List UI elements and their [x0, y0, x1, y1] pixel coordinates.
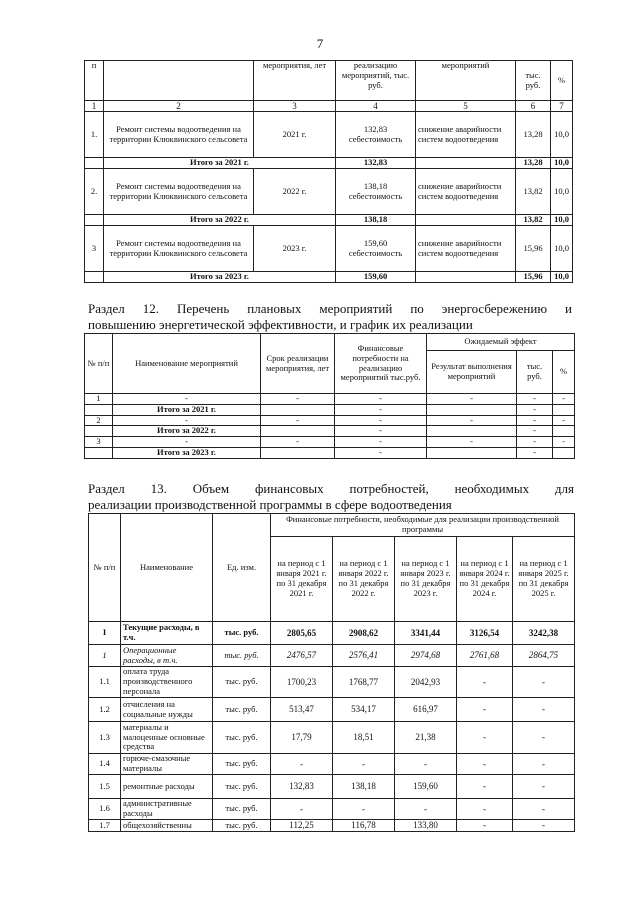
- total-row: Итого за 2022 г. - -: [85, 426, 575, 437]
- row-number: 2: [85, 415, 113, 426]
- header-cell: мероприятий: [416, 61, 516, 101]
- row-name: Операционные расходы, в т.ч.: [121, 645, 213, 667]
- row-value: 17,79: [271, 722, 333, 754]
- total-pct: 10,0: [551, 215, 573, 226]
- row-name: оплата труда производственного персонала: [121, 667, 213, 698]
- column-number: 4: [336, 101, 416, 112]
- row-effect: снижение аварийности систем водоотведения: [416, 226, 516, 272]
- total-sum: 13,28: [516, 158, 551, 169]
- table-energy-saving: [84, 333, 575, 459]
- row-value: 138,18: [333, 775, 395, 799]
- table-row: [85, 112, 573, 158]
- row-value: 616,97: [395, 698, 457, 722]
- period-header: на период с 1 января 2023 г. по 31 декабря 2023 г.: [395, 537, 457, 622]
- row-value: 3341,44: [395, 622, 457, 645]
- row-value: -: [513, 820, 575, 832]
- row-number: 1.2: [89, 698, 121, 722]
- row-number: 1.6: [89, 799, 121, 820]
- row-value: -: [271, 799, 333, 820]
- row-value: -: [333, 754, 395, 775]
- row-sum: 13,82: [516, 169, 551, 215]
- row-value: -: [457, 820, 513, 832]
- header-cell: № п/п: [89, 514, 121, 622]
- total-label: Итого за 2021 г.: [113, 404, 261, 415]
- row-value: -: [271, 754, 333, 775]
- row-value: -: [457, 667, 513, 698]
- header-cell: Результат выполнения мероприятий: [427, 351, 517, 394]
- row-name: общехозяйственны: [121, 820, 213, 832]
- row-value: -: [457, 698, 513, 722]
- row-unit: тыс. руб.: [213, 754, 271, 775]
- table-row: [89, 775, 575, 799]
- row-value: 1700,23: [271, 667, 333, 698]
- section-12-line-1: Раздел 12. Перечень плановых мероприятий по энергосбережению и: [88, 301, 572, 316]
- row-pct: 10,0: [551, 226, 573, 272]
- total-sum: 15,96: [516, 272, 551, 283]
- row-value: 2761,68: [457, 645, 513, 667]
- row-name: отчисления на социальные нужды: [121, 698, 213, 722]
- total-row: [85, 272, 573, 283]
- row-name: административные расходы: [121, 799, 213, 820]
- table-header-row: [85, 61, 573, 101]
- period-header: на период с 1 января 2021 г. по 31 декабря 2021 г.: [271, 537, 333, 622]
- row-unit: тыс. руб.: [213, 820, 271, 832]
- total-label: Итого за 2023 г.: [113, 447, 261, 458]
- header-cell: тыс. руб.: [517, 351, 553, 394]
- row-number: 3: [85, 437, 113, 448]
- row-value: 2908,62: [333, 622, 395, 645]
- row-name: ремонтные расходы: [121, 775, 213, 799]
- header-cell: Наименование: [121, 514, 213, 622]
- header-cell: п: [85, 61, 104, 101]
- row-name: Ремонт системы водоотведения на территории Клюквинского сельсовета: [104, 169, 254, 215]
- table-row: [85, 226, 573, 272]
- column-number: 2: [104, 101, 254, 112]
- row-value: 1768,77: [333, 667, 395, 698]
- table-row: [89, 622, 575, 645]
- row-number: 1: [89, 645, 121, 667]
- row-name: горюче-смазочные материалы: [121, 754, 213, 775]
- page-number: 7: [316, 36, 324, 51]
- row-value: -: [513, 799, 575, 820]
- row-unit: тыс. руб.: [213, 645, 271, 667]
- header-cell: Финансовые потребности на реализацию мероприятий тыс.руб.: [335, 334, 427, 394]
- row-name: Текущие расходы, в т.ч.: [121, 622, 213, 645]
- table-financial-needs: [88, 513, 575, 832]
- header-cell: Срок реализации мероприятия, лет: [261, 334, 335, 394]
- row-unit: тыс. руб.: [213, 622, 271, 645]
- row-value: 2974,68: [395, 645, 457, 667]
- row-year: 2022 г.: [254, 169, 336, 215]
- row-value: 513,47: [271, 698, 333, 722]
- header-cell: Ед. изм.: [213, 514, 271, 622]
- row-value: 534,17: [333, 698, 395, 722]
- row-cost: 138,18 себестоимость: [336, 169, 416, 215]
- header-cell: %: [553, 351, 575, 394]
- row-value: 2805,65: [271, 622, 333, 645]
- row-value: -: [513, 754, 575, 775]
- section-12-heading: [88, 301, 572, 334]
- row-value: -: [513, 698, 575, 722]
- header-cell: № п/п: [85, 334, 113, 394]
- column-number: 3: [254, 101, 336, 112]
- row-number: 1.3: [89, 722, 121, 754]
- row-value: -: [457, 775, 513, 799]
- table-row: [89, 667, 575, 698]
- row-value: 159,60: [395, 775, 457, 799]
- total-label: Итого за 2023 г.: [104, 272, 336, 283]
- row-value: -: [513, 722, 575, 754]
- total-cost: 159,60: [336, 272, 416, 283]
- total-pct: 10,0: [551, 272, 573, 283]
- table-row: [89, 754, 575, 775]
- header-cell: Наименование мероприятий: [113, 334, 261, 394]
- row-effect: снижение аварийности систем водоотведения: [416, 112, 516, 158]
- row-number: 1.: [85, 112, 104, 158]
- row-year: 2023 г.: [254, 226, 336, 272]
- row-pct: 10,0: [551, 112, 573, 158]
- table-row: [89, 698, 575, 722]
- section-13-line-1: Раздел 13. Объем финансовых потребностей, необходимых для: [88, 481, 574, 496]
- column-number: 5: [416, 101, 516, 112]
- row-value: -: [457, 722, 513, 754]
- header-cell: [104, 61, 254, 101]
- row-sum: 15,96: [516, 226, 551, 272]
- row-value: 116,78: [333, 820, 395, 832]
- row-name: Ремонт системы водоотведения на территории Клюквинского сельсовета: [104, 112, 254, 158]
- financial-rows: [89, 622, 575, 832]
- row-unit: тыс. руб.: [213, 799, 271, 820]
- row-unit: тыс. руб.: [213, 698, 271, 722]
- row-number: 3: [85, 226, 104, 272]
- period-header: на период с 1 января 2022 г. по 31 декабря 2022 г.: [333, 537, 395, 622]
- row-value: -: [395, 799, 457, 820]
- row-cost: 132,83 себестоимость: [336, 112, 416, 158]
- row-number: 1: [85, 394, 113, 405]
- total-sum: 13,82: [516, 215, 551, 226]
- total-label: Итого за 2021 г.: [104, 158, 336, 169]
- row-number: I: [89, 622, 121, 645]
- header-cell: Финансовые потребности, необходимые для реализации производственной программы: [271, 514, 575, 537]
- row-number: 1.1: [89, 667, 121, 698]
- table-row: [89, 820, 575, 832]
- row-unit: тыс. руб.: [213, 775, 271, 799]
- total-label: Итого за 2022 г.: [104, 215, 336, 226]
- row-number: 1.7: [89, 820, 121, 832]
- row-value: -: [513, 667, 575, 698]
- table-row: 2 - - - - - -: [85, 415, 575, 426]
- row-value: -: [513, 775, 575, 799]
- total-cost: 132,83: [336, 158, 416, 169]
- table-row: 3 - - - - - -: [85, 437, 575, 448]
- row-name: Ремонт системы водоотведения на территории Клюквинского сельсовета: [104, 226, 254, 272]
- header-cell: мероприятия, лет: [254, 61, 336, 101]
- total-row: Итого за 2021 г. - -: [85, 404, 575, 415]
- total-cost: 138,18: [336, 215, 416, 226]
- row-value: 18,51: [333, 722, 395, 754]
- header-cell: тыс. руб.: [516, 61, 551, 101]
- row-value: 3242,38: [513, 622, 575, 645]
- row-value: -: [333, 799, 395, 820]
- row-value: -: [395, 754, 457, 775]
- period-header: на период с 1 января 2024 г. по 31 декабря 2024 г.: [457, 537, 513, 622]
- row-pct: 10,0: [551, 169, 573, 215]
- column-number-row: [85, 101, 573, 112]
- column-number: 7: [551, 101, 573, 112]
- row-unit: тыс. руб.: [213, 722, 271, 754]
- table-header-row: [89, 514, 575, 537]
- table-row: [89, 722, 575, 754]
- header-cell: Ожидаемый эффект: [427, 334, 575, 351]
- row-year: 2021 г.: [254, 112, 336, 158]
- total-row: [85, 215, 573, 226]
- row-value: 2476,57: [271, 645, 333, 667]
- total-label: Итого за 2022 г.: [113, 426, 261, 437]
- row-value: -: [457, 799, 513, 820]
- row-name: материалы и малоценные основные средства: [121, 722, 213, 754]
- row-number: 2.: [85, 169, 104, 215]
- row-value: 21,38: [395, 722, 457, 754]
- header-cell: %: [551, 61, 573, 101]
- table-row: [85, 169, 573, 215]
- row-sum: 13,28: [516, 112, 551, 158]
- row-effect: снижение аварийности систем водоотведения: [416, 169, 516, 215]
- row-value: 2042,93: [395, 667, 457, 698]
- total-pct: 10,0: [551, 158, 573, 169]
- row-value: 3126,54: [457, 622, 513, 645]
- table-row: [89, 645, 575, 667]
- period-header: на период с 1 января 2025 г. по 31 декабря 2025 г.: [513, 537, 575, 622]
- total-row: Итого за 2023 г. - -: [85, 447, 575, 458]
- section-13-heading: [88, 481, 574, 514]
- row-value: -: [457, 754, 513, 775]
- row-cost: 159,60 себестоимость: [336, 226, 416, 272]
- row-number: 1.4: [89, 754, 121, 775]
- table-water-repair-plan: [84, 60, 573, 283]
- table-header-row: [85, 334, 575, 351]
- row-value: 112,25: [271, 820, 333, 832]
- header-cell: реализацию мероприятий, тыс. руб.: [336, 61, 416, 101]
- column-number: 1: [85, 101, 104, 112]
- row-number: 1.5: [89, 775, 121, 799]
- row-value: 2576,41: [333, 645, 395, 667]
- row-value: 2864,75: [513, 645, 575, 667]
- row-value: 133,80: [395, 820, 457, 832]
- total-row: [85, 158, 573, 169]
- row-unit: тыс. руб.: [213, 667, 271, 698]
- table-row: [89, 799, 575, 820]
- table-row: 1 - - - - - -: [85, 394, 575, 405]
- column-number: 6: [516, 101, 551, 112]
- section-12-line-2: повышению энергетической эффективности, и график их реализации: [88, 317, 473, 333]
- row-value: 132,83: [271, 775, 333, 799]
- section-13-line-2: реализации производственной программы в сфере водоотведения: [88, 497, 452, 513]
